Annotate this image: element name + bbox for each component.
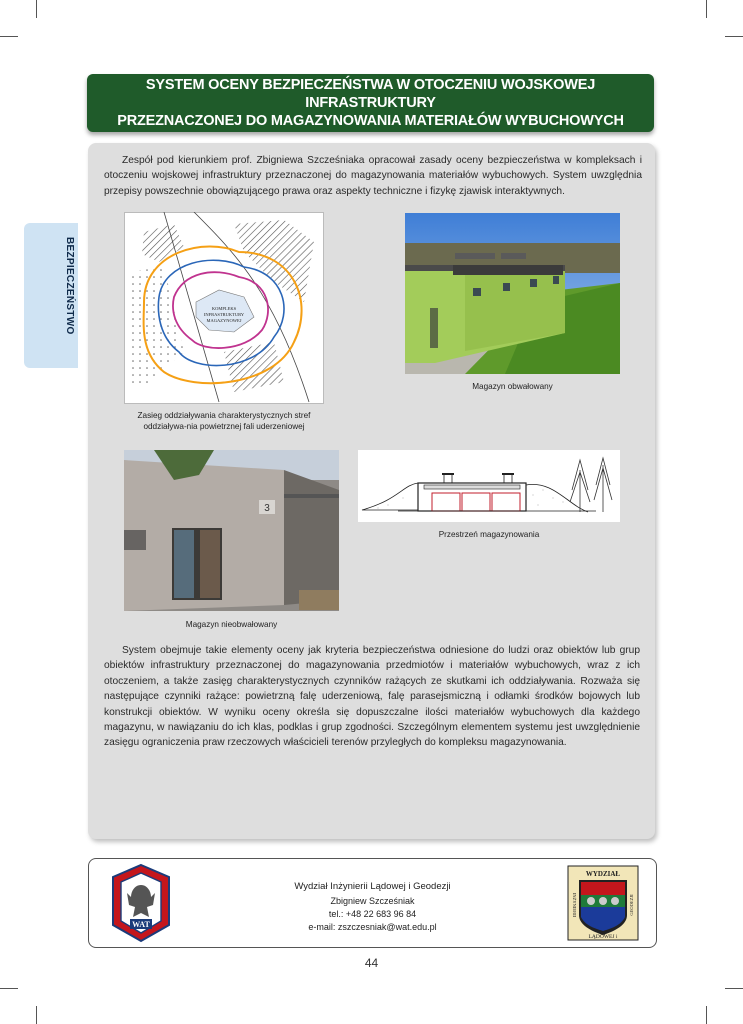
crop-mark [36, 0, 37, 18]
faculty-logo-bottom: LĄDOWEJ i [588, 934, 618, 940]
map-figure [124, 212, 324, 404]
intro-text: Zespół pod kierunkiem prof. Zbigniewa Szcześniaka opracował zasady oceny bezpieczeństwa w kompleksach i otoczeniu wojskowej infrastruktury przeznaczonej do magazynowania materiałów wybuchowych. System uwzględnia przepisy powszechnie obowiązującego prawa oraz aspekty techniczne i fizykę zjawisk interaktywnych. [104, 155, 642, 197]
footer-phone: tel.: +48 22 683 96 84 [328, 909, 417, 919]
faculty-logo-right: GEODEZJI [629, 894, 634, 916]
footer-email[interactable]: e-mail: zszczesniak@wat.edu.pl [308, 922, 437, 932]
title-line-2: PRZEZNACZONEJ DO MAGAZYNOWANIA MATERIAŁÓW WYBUCHOWYCH [117, 113, 624, 129]
body-text: System obejmuje takie elementy oceny jak kryteria bezpieczeństwa odniesione do ludzi oraz obiektów lub grup obiektów infrastruktury przeznaczonej do magazynowania przedmiotów i materiałów wybuchowych, wraz z ich otoczeniem, a także zasięg charakterystycznych czynników rażących ze skutkami ich oddziaływania. Rozważa się następujące czynniki rażące: powietrzną falę uderzeniową, falę parasejsmiczną i odłamki środków bojowych lub konstrukcji obiektów. W wyniku oceny określa się dopuszczalne ilości materiałów wybuchowych dla każdego magazynu, w nawiązaniu do ich klas, podklas i grup zgodności. Szczególnym elementem systemu jest uwzględnienie zasięgu ograniczenia praw rzeczowych właścicieli terenów przyległych do kompleksu magazynowania. [104, 645, 640, 749]
footer-faculty: Wydział Inżynierii Lądowej i Geodezji [294, 881, 451, 892]
svg-text:INFRASTRUKTURY: INFRASTRUKTURY [203, 312, 245, 317]
intro-paragraph [104, 153, 642, 199]
section-caption: Przestrzeń magazynowania [438, 530, 540, 539]
warehouse-photo [124, 450, 339, 611]
bunker-caption: Magazyn obwałowany [472, 382, 553, 391]
crop-mark [725, 988, 743, 989]
crop-mark [706, 1006, 707, 1024]
crop-mark [706, 0, 707, 18]
section-drawing [358, 450, 620, 522]
section-tab-label: BEZPIECZEŃSTWO [64, 237, 75, 335]
svg-text:KOMPLEKS: KOMPLEKS [211, 306, 237, 311]
body-paragraph [104, 643, 640, 751]
faculty-logo-left: INŻYNIERII [572, 892, 577, 918]
faculty-logo [567, 865, 639, 941]
title-line-1: SYSTEM OCENY BEZPIECZEŃSTWA W OTOCZENIU WOJSKOWEJ INFRASTRUKTURY [145, 77, 596, 111]
faculty-logo-top: WYDZIAŁ [585, 870, 621, 878]
door-number: 3 [264, 503, 270, 514]
map-caption: Zasieg oddziaływania charakterystycznych stref oddziaływa-nia powietrznej fali uderzeniowej [137, 411, 311, 431]
svg-text:MAGAZYNOWEJ: MAGAZYNOWEJ [206, 318, 242, 323]
section-tab [24, 223, 78, 368]
crop-mark [36, 1006, 37, 1024]
crop-mark [725, 36, 743, 37]
page-title [87, 74, 654, 132]
footer-person: Zbigniew Szcześniak [330, 896, 415, 906]
crop-mark [0, 36, 18, 37]
crop-mark [0, 988, 18, 989]
page-number: 44 [364, 956, 379, 970]
footer-box [88, 858, 657, 948]
warehouse-caption: Magazyn nieobwałowany [185, 620, 278, 629]
bunker-photo [405, 213, 620, 374]
wat-logo-text: WAT [132, 920, 150, 929]
